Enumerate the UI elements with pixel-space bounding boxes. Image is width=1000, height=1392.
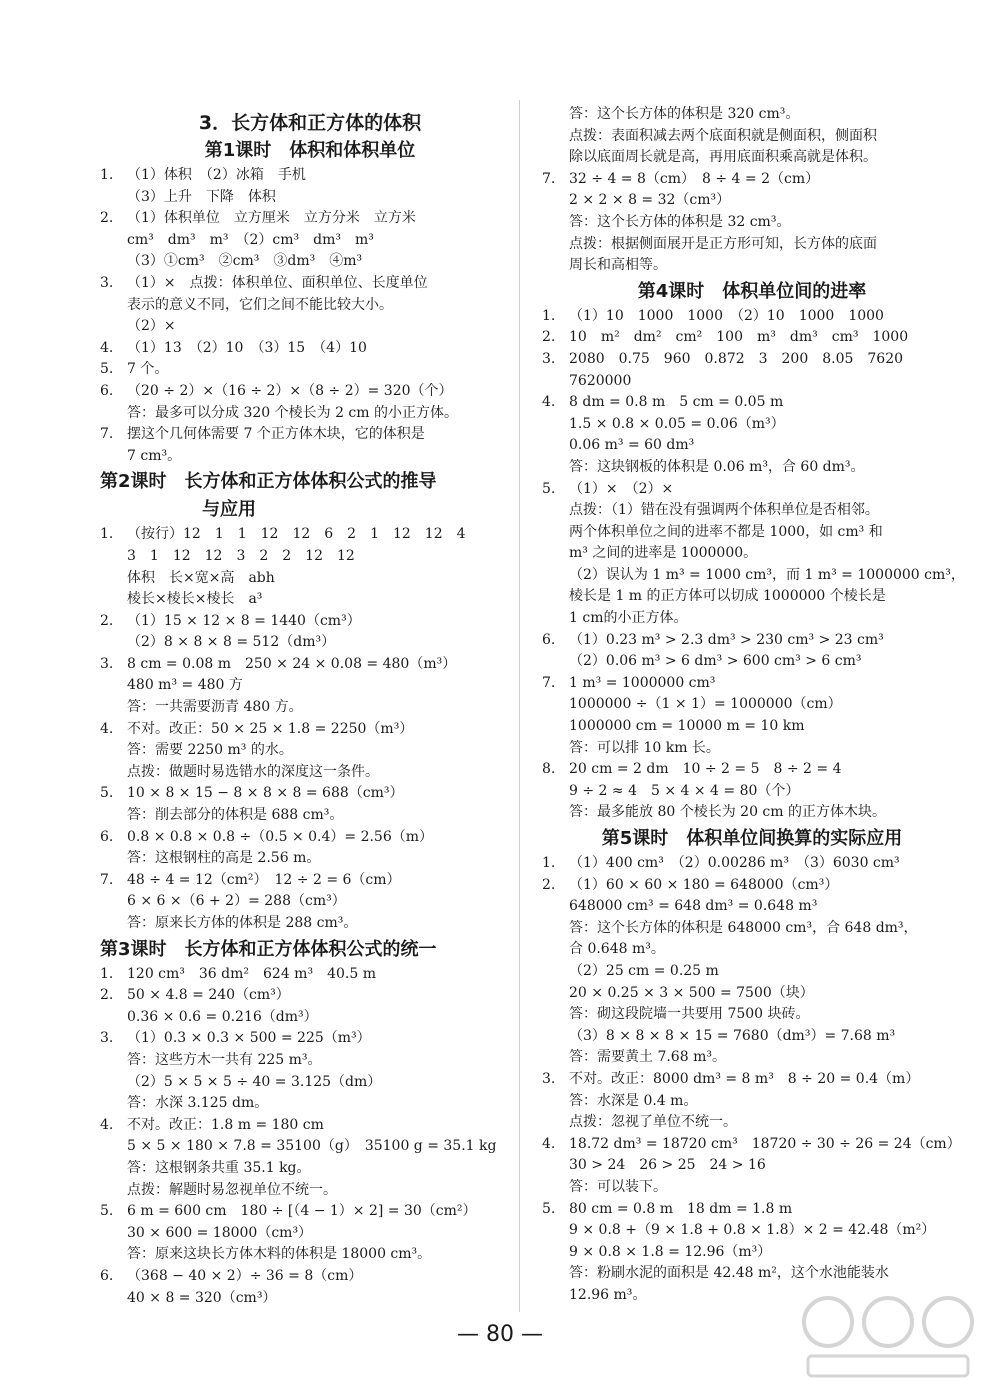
- answer-line: 7 cm³。: [127, 447, 182, 464]
- answer-line: 7620000: [569, 372, 632, 389]
- item-text: （1）15 × 12 × 8 = 1440（cm³）: [127, 612, 361, 629]
- answer-line: 答：可以排 10 km 长。: [569, 739, 720, 756]
- item-number: 2.: [100, 210, 114, 227]
- item-text: 32 ÷ 4 = 8（cm） 8 ÷ 4 = 2（cm）: [569, 170, 820, 187]
- item-text: 8 dm = 0.8 m 5 cm = 0.05 m: [569, 394, 784, 411]
- item-number: 2.: [100, 987, 114, 1004]
- item-text: 1 m³ = 1000000 cm³: [569, 674, 716, 691]
- answer-item: [100, 1115, 520, 1137]
- item-text: 不对。改正：8000 dm³ = 8 m³ 8 ÷ 20 = 0.4（m）: [569, 1070, 920, 1087]
- answer-line: （2）25 cm = 0.25 m: [569, 962, 719, 979]
- lesson-heading: 第1课时 体积和体积单位: [204, 140, 416, 161]
- answer-item: [100, 964, 520, 986]
- answer-item: [542, 169, 962, 191]
- answer-line: 答：这根钢条共重 35.1 kg。: [127, 1159, 311, 1176]
- answer-line: 0.36 × 0.6 = 0.216（dm³）: [127, 1008, 318, 1025]
- item-number: 6.: [100, 382, 114, 399]
- item-text: （1）体积 （2）冰箱 手机: [127, 167, 306, 183]
- item-text: （1）× 点拨：体积单位、面积单位、长度单位: [127, 274, 428, 291]
- answer-line: 9 × 0.8 +（9 × 1.8 + 0.8 × 1.8）× 2 = 42.48（m²）: [569, 1222, 936, 1239]
- item-number: 6.: [100, 1267, 114, 1284]
- answer-line: 30 × 600 = 18000（cm³）: [127, 1224, 313, 1241]
- answer-line: （2）0.06 m³ > 6 dm³ > 600 cm³ > 6 cm³: [569, 653, 862, 670]
- answer-line: 体积 长×宽×高 abh: [127, 569, 275, 586]
- answer-line: （2）×: [127, 318, 176, 335]
- answer-item: [100, 359, 520, 381]
- lesson-heading: 第4课时 体积单位间的进率: [637, 280, 867, 302]
- answer-line: 答：最多可以分成 320 个棱长为 2 cm 的小正方体。: [127, 404, 458, 421]
- answer-line: m³ 之间的进率是 1000000。: [569, 545, 758, 562]
- item-number: 4.: [542, 394, 556, 411]
- item-text: （按行）12 1 1 12 12 6 2 1 12 12 4: [127, 526, 466, 543]
- item-number: 3.: [542, 350, 556, 367]
- item-number: 7.: [100, 426, 114, 443]
- item-text: 48 ÷ 4 = 12（cm²） 12 ÷ 2 = 6（cm）: [127, 871, 401, 888]
- answer-line: 答：需要 2250 m³ 的水。: [127, 742, 293, 759]
- answer-item: [100, 827, 520, 849]
- answer-item: [100, 611, 520, 633]
- item-number: 5.: [100, 785, 114, 802]
- answer-item: [100, 783, 520, 805]
- answer-line: 0.06 m³ = 60 dm³: [569, 437, 695, 454]
- item-number: 5.: [542, 1200, 556, 1217]
- item-number: 4.: [542, 1135, 556, 1152]
- item-text: 2080 0.75 960 0.872 3 200 8.05 7620: [569, 350, 904, 367]
- item-number: 5.: [100, 1203, 114, 1220]
- answer-line: 648000 cm³ = 648 dm³ = 0.648 m³: [569, 898, 818, 915]
- answer-line: cm³ dm³ m³ （2）cm³ dm³ m³: [127, 231, 374, 248]
- item-text: 20 cm = 2 dm 10 ÷ 2 = 5 8 ÷ 2 = 4: [569, 761, 842, 778]
- answer-item: [100, 273, 520, 295]
- answer-line: 棱长×棱长×棱长 a³: [127, 591, 263, 608]
- item-number: 6.: [542, 631, 556, 648]
- answer-line: 答：水深是 0.4 m。: [569, 1092, 698, 1109]
- answer-item: [100, 381, 520, 403]
- answer-item: [542, 630, 962, 652]
- item-number: 1.: [542, 855, 556, 871]
- left-column: [100, 108, 520, 1309]
- item-number: 8.: [542, 761, 556, 778]
- answer-line: （2）误认为 1 m³ = 1000 cm³，而 1 m³ = 1000000 cm³，: [569, 566, 965, 583]
- item-number: 1.: [100, 167, 114, 183]
- lesson-heading: 第2课时 长方体和正方体体积公式的推导: [100, 471, 437, 493]
- lesson-heading: 第5课时 体积单位间换算的实际应用: [601, 828, 903, 849]
- answer-item: [100, 1201, 520, 1223]
- item-text: 8 cm = 0.08 m 250 × 24 × 0.08 = 480（m³）: [127, 655, 457, 672]
- answer-line: 1 cm的小正方体。: [569, 610, 688, 627]
- item-number: 3.: [100, 655, 114, 672]
- item-text: 摆这个几何体需要 7 个正方体木块，它的体积是: [127, 426, 425, 443]
- answer-line: 点拨：表面积减去两个底面积就是侧面积，侧面积: [569, 127, 877, 144]
- item-number: 7.: [542, 170, 556, 187]
- answer-item: [100, 338, 520, 360]
- item-number: 4.: [100, 339, 114, 356]
- answer-item: [100, 524, 520, 546]
- answer-item: [542, 349, 962, 371]
- answer-line: 答：原来这块长方体木料的体积是 18000 cm³。: [127, 1246, 432, 1263]
- item-number: 4.: [100, 720, 114, 737]
- item-text: （1）0.23 m³ > 2.3 dm³ > 230 cm³ > 23 cm³: [569, 631, 884, 648]
- watermark-logo: [798, 1282, 978, 1382]
- item-number: 3.: [100, 1030, 114, 1047]
- answer-line: 点拨：忽视了单位不统一。: [569, 1114, 737, 1131]
- answer-line: 答：砌这段院墙一共要用 7500 块砖。: [569, 1006, 810, 1023]
- answer-item: [542, 479, 962, 501]
- item-text: （1）13 （2）10 （3）15 （4）10: [127, 339, 367, 356]
- answer-item: [542, 759, 962, 781]
- answer-line: 答：水深 3.125 dm。: [127, 1095, 269, 1112]
- answer-item: [542, 1134, 962, 1156]
- chapter-title: 3．长方体和正方体的体积: [198, 112, 422, 134]
- answer-line: 合 0.648 m³。: [569, 941, 665, 958]
- answer-line: 答：这个长方体的体积是 32 cm³。: [569, 213, 791, 230]
- answer-item: [100, 985, 520, 1007]
- answer-item: [542, 673, 962, 695]
- answer-item: [100, 719, 520, 741]
- answer-item: [100, 1028, 520, 1050]
- column-divider: [519, 100, 520, 1312]
- answer-line: 答：一共需要沥青 480 方。: [127, 699, 303, 716]
- answer-line: 30 > 24 26 > 25 24 > 16: [569, 1157, 766, 1174]
- answer-line: 答：削去部分的体积是 688 cm³。: [127, 807, 344, 824]
- item-text: 不对。改正：1.8 m = 180 cm: [127, 1116, 324, 1133]
- item-number: 5.: [542, 480, 556, 497]
- item-text: （1）10 1000 1000 （2）10 1000 1000: [569, 307, 884, 324]
- item-number: 1.: [100, 526, 114, 543]
- answer-item: [100, 165, 520, 187]
- item-text: （1）60 × 60 × 180 = 648000（cm³）: [569, 876, 839, 893]
- item-text: 10 × 8 × 15 − 8 × 8 × 8 = 688（cm³）: [127, 785, 404, 802]
- answer-line: （3）上升 下降 体积: [127, 188, 276, 205]
- lesson-heading: 第3课时 长方体和正方体体积公式的统一: [100, 938, 437, 960]
- answer-line: 点拨：做题时易选错水的深度这一条件。: [127, 763, 379, 780]
- answer-line: 表示的意义不同，它们之间不能比较大小。: [127, 296, 393, 313]
- item-text: 18.72 dm³ = 18720 cm³ 18720 ÷ 30 ÷ 26 = 24（cm）: [569, 1135, 961, 1152]
- answer-item: [100, 1266, 520, 1288]
- answer-item: [100, 654, 520, 676]
- answer-line: 答：这块钢板的体积是 0.06 m³，合 60 dm³。: [569, 458, 865, 475]
- answer-line: 答：粉刷水泥的面积是 42.48 m²，这个水池能装水: [569, 1265, 889, 1282]
- answer-line: 答：这个长方体的体积是 648000 cm³，合 648 dm³，: [569, 919, 918, 936]
- answer-line: 答：这些方木一共有 225 m³。: [127, 1051, 322, 1068]
- answer-line: 9 × 0.8 × 1.8 = 12.96（m³）: [569, 1243, 772, 1260]
- right-column: [542, 104, 965, 1306]
- item-text: 10 m² dm² cm² 100 m³ dm³ cm³ 1000: [569, 329, 909, 346]
- answer-line: 棱长是 1 m 的正方体可以切成 1000000 个棱长是: [569, 588, 886, 605]
- answer-line: 20 × 0.25 × 3 × 500 = 7500（块）: [569, 984, 814, 1001]
- answer-line: 12.96 m³。: [569, 1286, 647, 1303]
- answer-line: 点拨：（1）错在没有强调两个体积单位是否相邻。: [569, 502, 879, 519]
- item-number: 2.: [542, 329, 556, 346]
- answer-item: [100, 208, 520, 230]
- lesson-heading: 与应用: [202, 499, 256, 521]
- item-text: 不对。改正：50 × 25 × 1.8 = 2250（m³）: [127, 720, 414, 737]
- answer-line: 除以底面周长就是高，再用底面积乘高就是体积。: [569, 149, 877, 166]
- answer-line: 6 × 6 ×（6 + 2）= 288（cm³）: [127, 893, 346, 910]
- item-number: 1.: [100, 965, 114, 982]
- answer-item: [542, 1199, 962, 1221]
- item-text: （1）0.3 × 0.3 × 500 = 225（m³）: [127, 1030, 371, 1047]
- item-number: 4.: [100, 1116, 114, 1133]
- item-text: 7 个。: [127, 361, 169, 378]
- answer-line: 3 1 12 12 3 2 2 12 12: [127, 547, 355, 564]
- answer-item: [542, 306, 962, 328]
- item-text: 50 × 4.8 = 240（cm³）: [127, 987, 290, 1004]
- item-number: 3.: [542, 1070, 556, 1087]
- answer-line: 5 × 5 × 180 × 7.8 = 35100（g） 35100 g = 35.1 kg: [127, 1138, 497, 1155]
- item-number: 2.: [542, 876, 556, 893]
- answer-line: 1.5 × 0.8 × 0.05 = 0.06（m³）: [569, 415, 785, 432]
- item-text: 6 m = 600 cm 180 ÷ [（4 − 1）× 2] = 30（cm²）: [127, 1203, 477, 1220]
- item-text: （20 ÷ 2）×（16 ÷ 2）×（8 ÷ 2）= 320（个）: [127, 382, 453, 399]
- item-text: （1）× （2）×: [569, 480, 674, 497]
- answer-line: 480 m³ = 480 方: [127, 677, 243, 694]
- answer-line: 答：需要黄土 7.68 m³。: [569, 1049, 726, 1066]
- answer-line: 两个体积单位之间的进率不都是 1000，如 cm³ 和: [569, 523, 883, 540]
- item-number: 1.: [542, 307, 556, 324]
- item-number: 7.: [100, 871, 114, 888]
- answer-item: [542, 875, 962, 897]
- answer-line: 2 × 2 × 8 = 32（cm³）: [569, 192, 731, 209]
- item-number: 6.: [100, 828, 114, 845]
- answer-item: [542, 392, 962, 414]
- answer-line: 答：原来长方体的体积是 288 cm³。: [127, 915, 358, 931]
- answer-line: 答：这个长方体的体积是 320 cm³。: [569, 106, 800, 122]
- answer-item: [100, 424, 520, 446]
- answer-item: [100, 870, 520, 892]
- answer-line: 答：最多能放 80 个棱长为 20 cm 的正方体木块。: [569, 804, 886, 821]
- item-number: 5.: [100, 361, 114, 378]
- item-text: 120 cm³ 36 dm² 624 m³ 40.5 m: [127, 965, 376, 982]
- item-text: （1）400 cm³ （2）0.00286 m³ （3）6030 cm³: [569, 855, 900, 871]
- item-text: （368 − 40 × 2）÷ 36 = 8（cm）: [127, 1267, 363, 1284]
- answer-line: （3）①cm³ ②cm³ ③dm³ ④m³: [127, 253, 363, 270]
- answer-line: 1000000 ÷（1 × 1）= 1000000（cm）: [569, 696, 842, 713]
- answer-line: 周长和高相等。: [569, 257, 667, 274]
- page-number: — 80 —: [457, 1322, 543, 1347]
- answer-line: 点拨：根据侧面展开是正方形可知，长方体的底面: [569, 235, 877, 252]
- answer-line: 1000000 cm = 10000 m = 10 km: [569, 718, 805, 735]
- answer-line: 点拨：解题时易忽视单位不统一。: [127, 1181, 337, 1198]
- item-text: 0.8 × 0.8 × 0.8 ÷（0.5 × 0.4）= 2.56（m）: [127, 828, 434, 845]
- answer-line: （2）8 × 8 × 8 = 512（dm³）: [127, 634, 336, 651]
- answer-line: 40 × 8 = 320（cm³）: [127, 1289, 277, 1306]
- item-text: 80 cm = 0.8 m 18 dm = 1.8 m: [569, 1200, 793, 1217]
- item-text: （1）体积单位 立方厘米 立方分米 立方米: [127, 210, 416, 227]
- answer-item: [542, 327, 962, 349]
- answer-line: 答：这根钢柱的高是 2.56 m。: [127, 850, 321, 867]
- answer-line: 9 ÷ 2 ≈ 4 5 × 4 × 4 = 80（个）: [569, 782, 800, 799]
- answer-line: （3）8 × 8 × 8 × 15 = 7680（dm³）= 7.68 m³: [569, 1027, 896, 1044]
- answer-item: [542, 853, 962, 875]
- answer-item: [542, 1069, 962, 1091]
- item-number: 7.: [542, 674, 556, 691]
- answer-line: （2）5 × 5 × 5 ÷ 40 = 3.125（dm）: [127, 1073, 382, 1090]
- item-number: 3.: [100, 274, 114, 291]
- answer-line: 答：可以装下。: [569, 1178, 667, 1195]
- item-number: 2.: [100, 612, 114, 629]
